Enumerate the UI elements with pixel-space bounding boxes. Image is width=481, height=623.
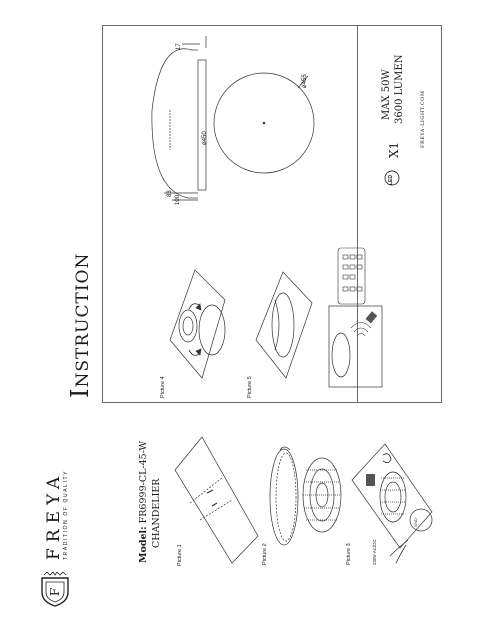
- picture-4-assembly: [170, 270, 225, 378]
- picture-5-finished-lamp: [256, 272, 312, 378]
- brand-tagline: TRADITION OF QUALITY: [63, 469, 69, 560]
- dim-diameter-top: ø455: [302, 74, 308, 88]
- remote-signal-illustration: [329, 306, 382, 387]
- website-text: FREYA-LIGHT.COM: [420, 90, 426, 148]
- remote-control-illustration: [338, 248, 365, 304]
- lamp-top-view: [214, 73, 314, 173]
- ground-label: GND: [413, 518, 418, 527]
- picture-2-label: Picture 2: [262, 543, 268, 565]
- picture-2-dome-and-led: [270, 447, 341, 545]
- picture-1-mounting-plate: [175, 437, 258, 563]
- picture-3-wiring: [352, 444, 432, 563]
- lamp-side-view: [152, 36, 206, 200]
- dim-body-height: 83: [167, 190, 173, 197]
- dim-diameter-side: ø450: [202, 131, 208, 145]
- voltage-label: 230V-AC/DC: [372, 539, 377, 565]
- picture-3-label: Picture 3: [346, 543, 352, 565]
- picture-5-label: Picture 5: [247, 376, 253, 398]
- led-badge-text: LED: [388, 175, 394, 185]
- page-title: Instruction: [66, 252, 94, 398]
- power-text: MAX 50W: [381, 69, 392, 120]
- dim-total-height: 100: [175, 194, 181, 205]
- picture-4-label: Picture 4: [160, 376, 166, 398]
- lumen-text: 3600 LUMEN: [394, 54, 405, 124]
- product-type: CHANDELIER: [151, 478, 162, 548]
- model-number: FR6999-CL-45-W: [138, 440, 149, 524]
- svg-text:F: F: [48, 587, 62, 597]
- quantity-text: X1: [387, 141, 401, 158]
- brand-name: FREYA: [44, 470, 64, 560]
- dim-flange: 17: [176, 43, 182, 50]
- model-label: Model:: [138, 526, 149, 563]
- picture-1-label: Picture 1: [177, 544, 183, 566]
